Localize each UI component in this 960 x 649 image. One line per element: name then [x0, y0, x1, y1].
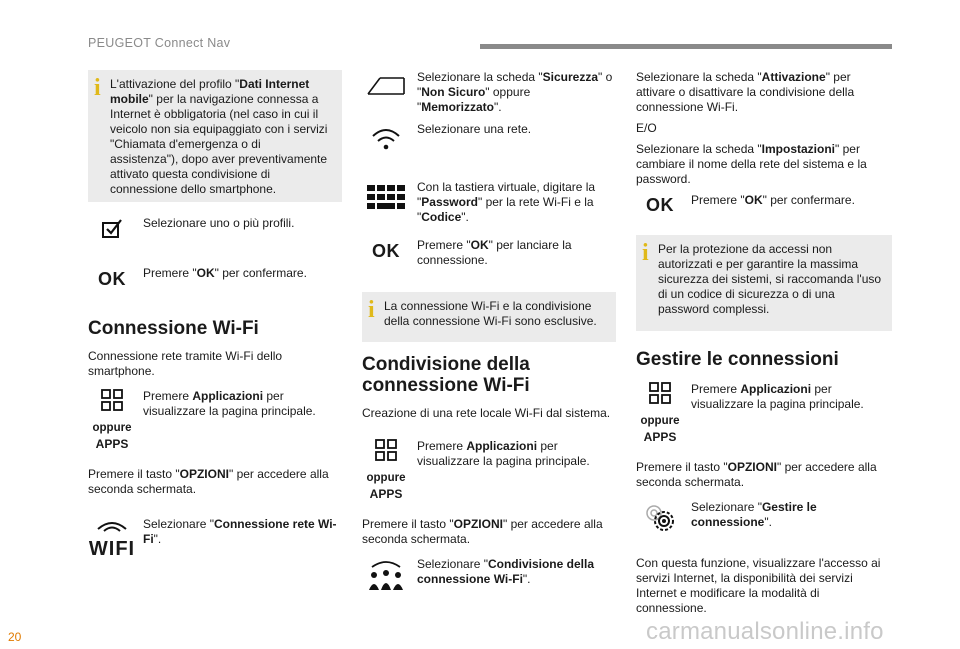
- step-text: Selezionare "Connessione rete Wi-Fi".: [143, 517, 337, 546]
- step-text: Premere Applicazioni per visualizzare la pagina principale.: [691, 382, 864, 411]
- oppure-label: oppure: [640, 415, 680, 427]
- apps-label: APPS: [95, 437, 129, 451]
- info-icon: [642, 243, 652, 265]
- column-1: [88, 70, 342, 565]
- column-3: [636, 70, 892, 616]
- apps-grid-icon: [88, 389, 136, 451]
- step-opzioni: Premere il tasto "OPZIONI" per accedere alla seconda schermata.: [362, 517, 603, 546]
- page-number: 20: [8, 630, 22, 644]
- step-select-network: [362, 122, 616, 180]
- header-title: PEUGEOT Connect Nav: [88, 36, 231, 50]
- step-ok-launch: [362, 238, 616, 292]
- share-people-icon: [362, 559, 410, 596]
- step-apps: [636, 382, 892, 448]
- step-attivazione: Selezionare la scheda "Attivazione" per attivare o disattivare la condivisione della connessione Wi-Fi.: [636, 70, 855, 114]
- ok-icon: OK: [98, 269, 126, 289]
- checkbox-icon: [88, 218, 136, 245]
- step-opzioni: Premere il tasto "OPZIONI" per accedere alla seconda schermata.: [88, 467, 329, 496]
- step-select-profiles: [88, 216, 342, 260]
- step-opzioni: Premere il tasto "OPZIONI" per accedere alla seconda schermata.: [636, 460, 877, 489]
- tab-icon: [362, 76, 410, 101]
- step-text: Selezionare uno o più profili.: [143, 216, 295, 230]
- and-or-label: E/O: [636, 121, 657, 135]
- section-heading-manage: Gestire le connessioni: [636, 349, 839, 370]
- column-2: [362, 70, 616, 605]
- step-keyboard: [362, 180, 616, 238]
- step-wifi-connection: [88, 517, 342, 565]
- info-icon: [94, 78, 104, 100]
- step-text: Selezionare una rete.: [417, 122, 532, 136]
- note-text: La connessione Wi-Fi e la condivisione della connessione Wi-Fi sono esclusive.: [384, 299, 597, 328]
- step-text: Con la tastiera virtuale, digitare la "Password" per la rete Wi-Fi e la "Codice".: [417, 180, 596, 224]
- gear-icon: [636, 502, 684, 539]
- step-share-connection: [362, 557, 616, 605]
- section-heading-sharing: Condivisione della connessione Wi-Fi: [362, 354, 530, 396]
- step-text: Premere "OK" per confermare.: [143, 266, 307, 280]
- step-text: Premere "OK" per confermare.: [691, 193, 855, 207]
- header-rule: [480, 44, 892, 49]
- apps-label: APPS: [643, 430, 677, 444]
- step-text: Selezionare la scheda "Sicurezza" o "Non Sicuro" oppure "Memorizzato".: [417, 70, 613, 114]
- step-text: Selezionare "Condivisione della connessione Wi-Fi".: [417, 557, 594, 586]
- apps-grid-icon: [362, 439, 410, 501]
- info-icon: [368, 300, 378, 322]
- step-text: Premere "OK" per lanciare la connessione.: [417, 238, 572, 267]
- wifi-label: WIFI: [88, 538, 136, 560]
- final-paragraph: Con questa funzione, visualizzare l'accesso ai servizi Internet, la disponibilità dei servizi Internet e modificare la modalità di connessione.: [636, 556, 881, 615]
- section-intro: Connessione rete tramite Wi-Fi dello smartphone.: [88, 349, 283, 378]
- note-exclusive: [362, 292, 616, 342]
- step-apps: [88, 389, 342, 455]
- oppure-label: oppure: [366, 472, 406, 484]
- step-text: Selezionare "Gestire le connessione".: [691, 500, 817, 529]
- wifi-icon: [88, 519, 136, 561]
- step-security-tab: [362, 70, 616, 118]
- note-mobile-data: [88, 70, 342, 202]
- apps-label: APPS: [369, 487, 403, 501]
- apps-grid-icon: [636, 382, 684, 444]
- step-ok-confirm: [88, 266, 342, 302]
- step-manage-connections: [636, 500, 892, 550]
- step-ok-confirm: [636, 193, 892, 235]
- oppure-label: oppure: [92, 422, 132, 434]
- note-text: L'attivazione del profilo "Dati Internet mobile" per la navigazione connessa a Internet è obbligatoria (nel caso in cui il veicolo non sia equipaggiato con i servizi "Chiamata d'emergenza o di assistenza"), dopo aver preventivamente attivato questa condivisione di connessione dello smartphone.: [110, 77, 328, 196]
- section-heading-wifi: Connessione Wi-Fi: [88, 318, 259, 339]
- keyboard-icon: [362, 184, 410, 215]
- ok-icon: OK: [372, 241, 400, 261]
- step-impostazioni: Selezionare la scheda "Impostazioni" per cambiare il nome della rete del sistema e la password.: [636, 142, 867, 186]
- note-security: [636, 235, 892, 331]
- step-text: Premere Applicazioni per visualizzare la pagina principale.: [143, 389, 316, 418]
- wifi-signal-icon: [362, 126, 410, 157]
- step-text: Premere Applicazioni per visualizzare la pagina principale.: [417, 439, 590, 468]
- ok-icon: OK: [646, 195, 674, 215]
- note-text: Per la protezione da accessi non autorizzati e per garantire la massima sicurezza dei sistemi, si raccomanda l'uso di un codice di sicurezza o di una password complessi.: [658, 242, 882, 316]
- watermark: carmanualsonline.info: [646, 618, 884, 645]
- section-intro: Creazione di una rete locale Wi-Fi dal sistema.: [362, 406, 611, 420]
- step-apps: [362, 439, 616, 505]
